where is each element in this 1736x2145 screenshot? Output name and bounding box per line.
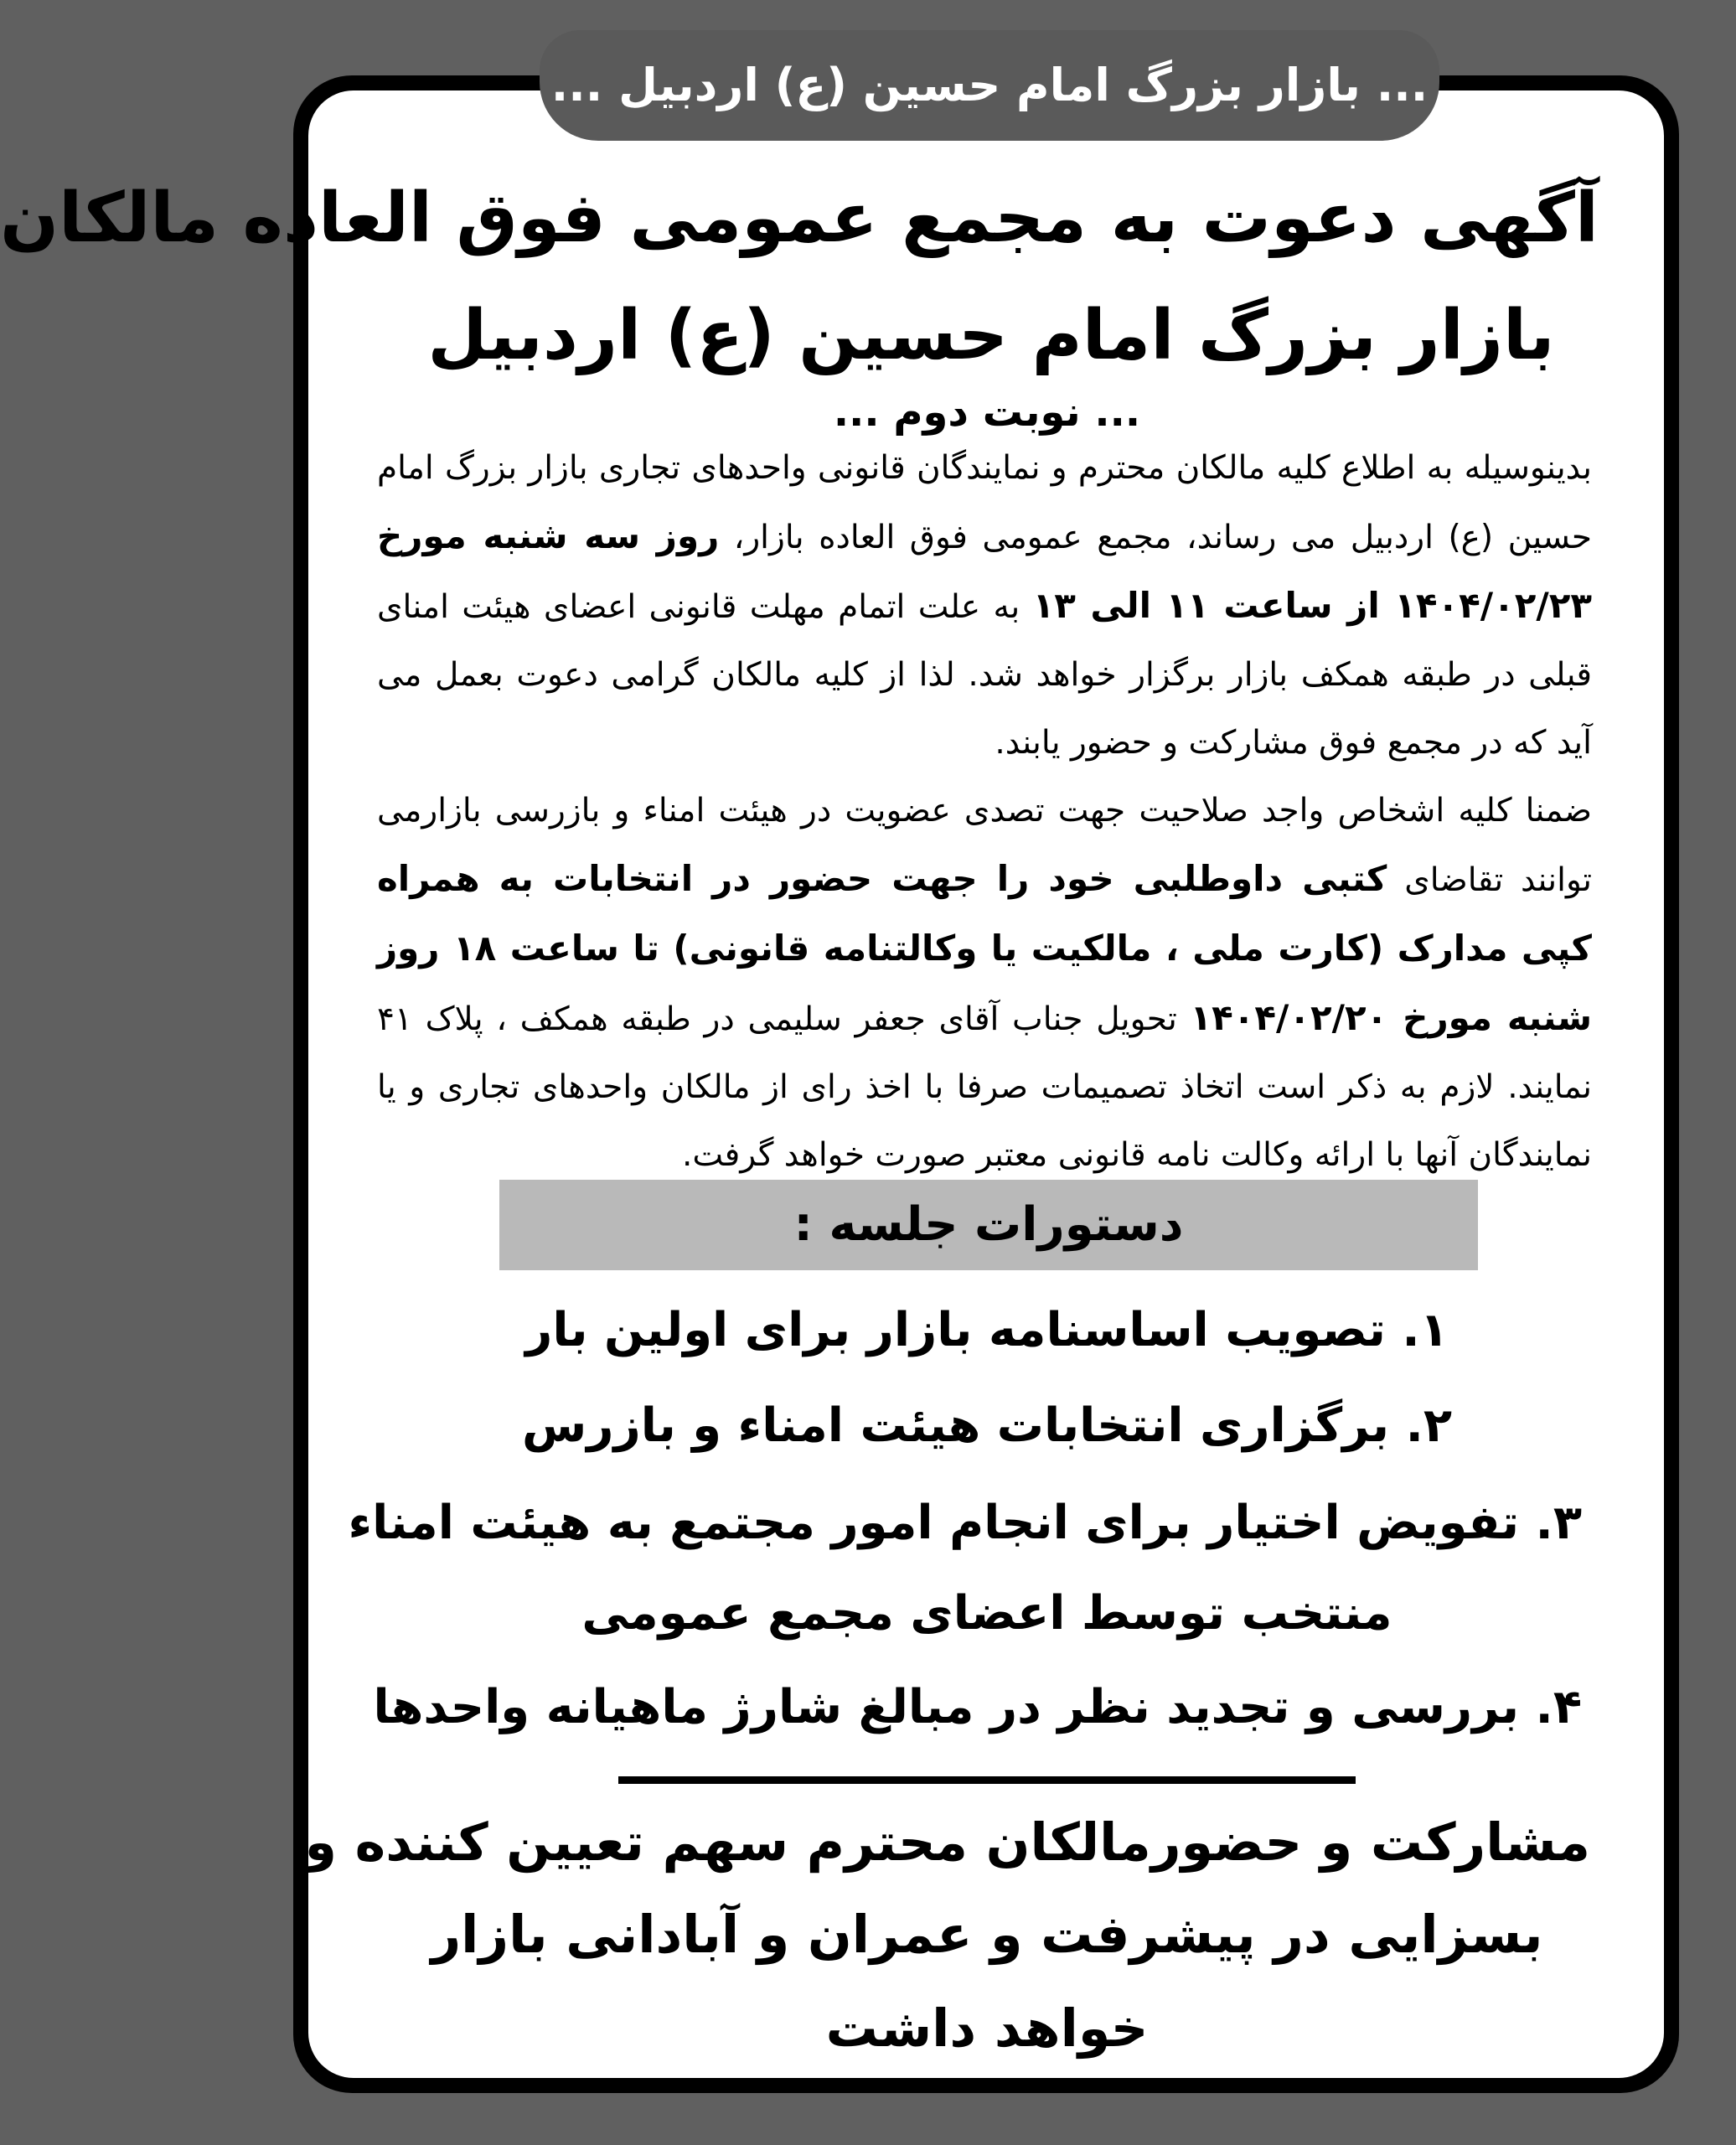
closing-line-1: مشارکت و حضورمالکان محترم سهم تعیین کننده و — [304, 1812, 1590, 1873]
agenda-item-3-continuation: منتخب توسط اعضای مجمع عمومی — [581, 1586, 1392, 1641]
announcement-title-line-1: آگهی دعوت به مجمع عمومی فوق العاده مالکان — [0, 178, 1599, 258]
announcement-paper — [0, 90, 1664, 2078]
closing-line-3: خواهد داشت — [825, 1998, 1149, 2059]
agenda-item-2: ۲. برگزاری انتخابات هیئت امناء و بازرس — [521, 1398, 1453, 1453]
agenda-heading-bar — [499, 1180, 1478, 1270]
closing-line-2: بسزایی در پیشرفت و عمران و آبادانی بازار — [431, 1904, 1543, 1965]
body-paragraph-1-continuation: به علت اتمام مهلت قانونی اعضای هیئت امنای قبلی در طبقه همکف بازار برگزار خواهد شد. لذا از کلیه مالکان گرامی دعوت بعمل می آید که در مجمع فوق مشارکت و حضور یابند. — [377, 588, 1592, 762]
meeting-date-time: روز سه شنبه مورخ ۱۴۰۴/۰۲/۲۳ از ساعت ۱۱ الی ۱۳ — [377, 515, 1593, 626]
agenda-item-1: ۱. تصویب اساسنامه بازار برای اولین بار — [525, 1303, 1449, 1357]
agenda-item-3: ۳. تفویض اختیار برای انجام امور مجتمع به هیئت امناء — [348, 1496, 1582, 1550]
header-tab — [540, 30, 1439, 141]
body-paragraph-1-text: بدینوسیله به اطلاع کلیه مالکان محترم و نمایندگان قانونی واحدهای تجاری بازار بزرگ امام حسین (ع) اردبیل می رساند، مجمع عمومی فوق العاده بازار، — [377, 449, 1592, 556]
agenda-heading: دستورات جلسه : — [793, 1197, 1184, 1252]
agenda-item-4: ۴. بررسی و تجدید نظر در مبالغ شارژ ماهیانه واحدها — [373, 1680, 1582, 1734]
candidacy-deadline: کتبی داوطلبی خود را جهت حضور در انتخابات به همراه کپی مدارک (کارت ملی ، مالکیت یا وکالتنامه قانونی) تا ساعت ۱۸ روز شنبه مورخ ۱۴۰۴/۰۲/۲۰ — [377, 858, 1592, 1038]
announcement-title-line-2: بازار بزرگ امام حسین (ع) اردبیل — [427, 296, 1555, 375]
divider-rule — [618, 1776, 1356, 1784]
body-paragraph-2-text: ضمنا کلیه اشخاص واجد صلاحیت جهت تصدی عضویت در هیئت امناء و بازرسی بازارمی توانند تقاضای — [377, 792, 1592, 899]
header-tab-text: ... بازار بزرگ امام حسین (ع) اردبیل ... — [550, 59, 1429, 111]
announcement-round: ... نوبت دوم ... — [833, 389, 1141, 436]
announcement-body — [377, 434, 1592, 1189]
body-paragraph-2-continuation: تحویل جناب آقای جعفر سلیمی در طبقه همکف ، پلاک ۴۱ نمایند. لازم به ذکر است اتخاذ تصمیمات صرفا با اخذ رای از مالکان واحدهای تجاری و یا نمایندگان آنها با ارائه وکالت نامه قانونی معتبر صورت خواهد گرفت. — [377, 1000, 1592, 1174]
